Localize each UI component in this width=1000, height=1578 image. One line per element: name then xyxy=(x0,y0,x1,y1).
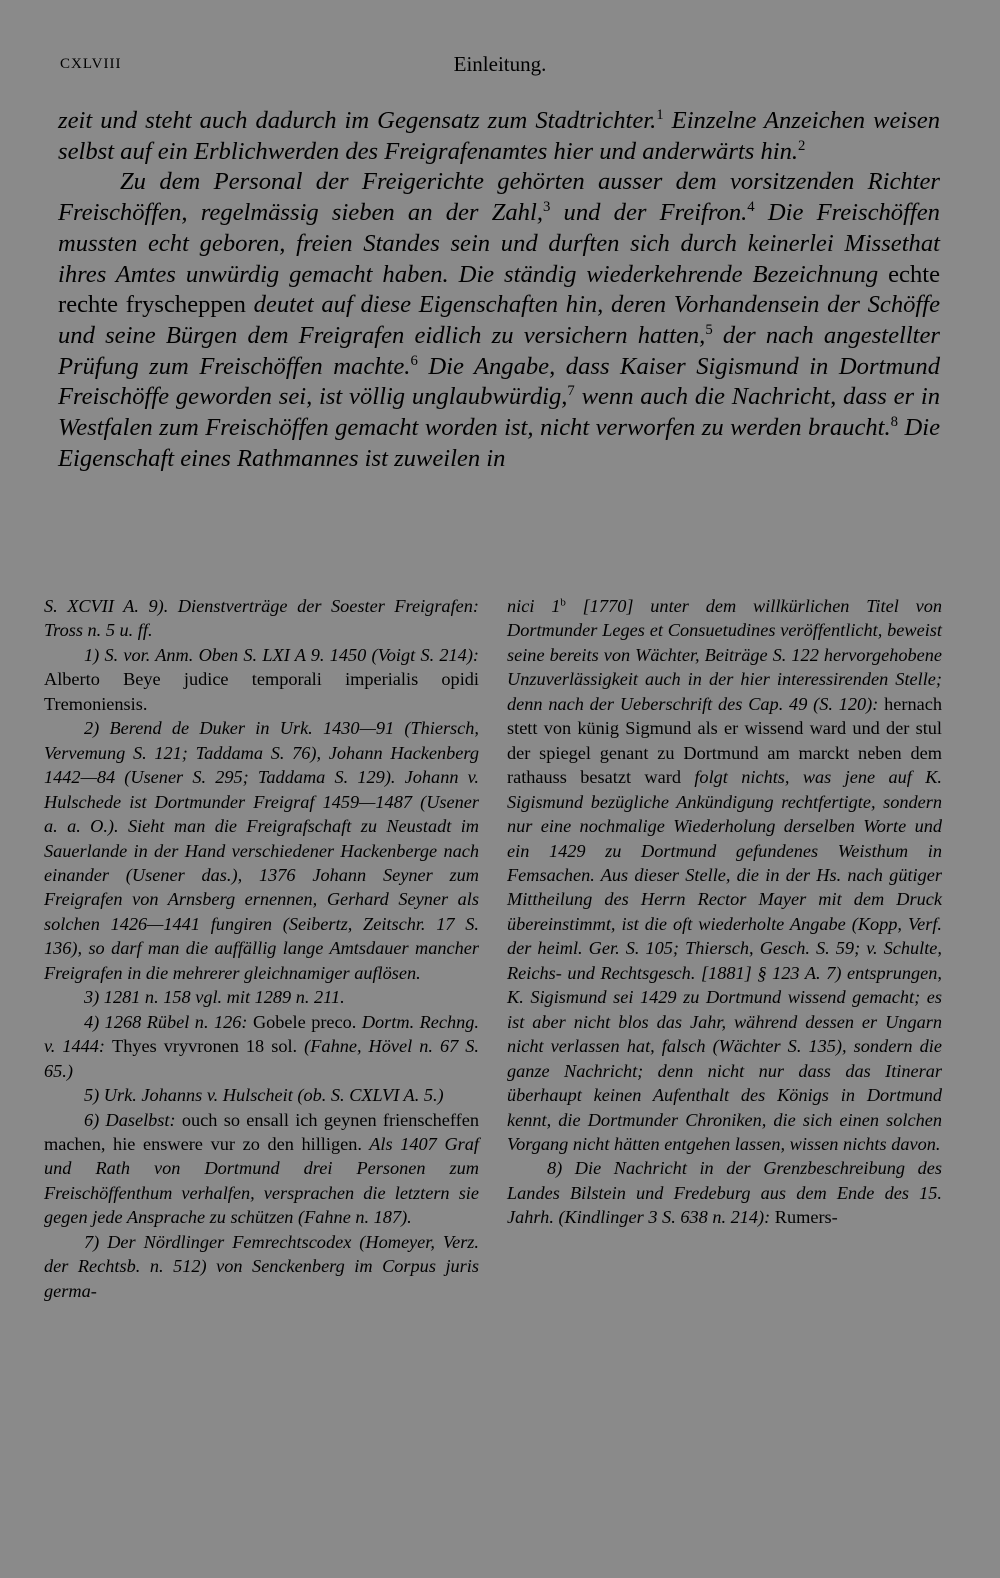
footnote-ref: 4 xyxy=(747,199,755,216)
main-text xyxy=(58,106,940,474)
footnote-ref: 6 xyxy=(410,352,418,369)
footnote: 3) 1281 n. 158 vgl. mit 1289 n. 211. xyxy=(84,987,345,1008)
footnote: 2) Berend de Duker in Urk. 1430—91 (Thiersch, Vervemung S. 121; Taddama S. 76), Johann Hackenberg 1442—84 (Usener S. 295; Taddama S. 129). Johann v. Hulschede ist Dortmunder Freigraf 1459—1487 (Usener a. a. O.). Sieht man die Freigrafschaft zu Neustadt im Sauerlande in der Hand verschiedener Hackenberge nach einander (Usener das.), 1376 Johann Seyner zum Freigrafen von Arnsberg ernennen, Gerhard Seyner als solchen 1426—1441 fungiren (Seibertz, Zeitschr. 17 S. 136), so darf man die auffällig lange Amtsdauer mancher Freigrafen in die mehrerer gleichnamiger auflösen. xyxy=(44,718,479,983)
text-run: nici 1 xyxy=(507,596,561,616)
footnote-ref: 5 xyxy=(705,322,713,339)
footnote xyxy=(44,643,479,716)
text-run: Die Eigenschaft eines Rathmannes ist zuweilen in xyxy=(58,414,940,472)
quotation: Gobele preco. xyxy=(252,1011,357,1032)
footnote-column-left xyxy=(44,594,479,1303)
quotation: Alberto Beye judice temporali imperialis opidi Tremoniensis. xyxy=(44,669,479,714)
running-head xyxy=(60,52,940,82)
footnote xyxy=(507,1156,942,1229)
text-run: wenn auch die Nachricht, dass er in Westfalen zum Freischöffen gemacht worden ist, nicht verworfen zu werden braucht. xyxy=(58,383,940,442)
text-run: deutet auf diese Eigenschaften hin, deren Vorhandensein der Schöffe und seine Bürgen dem Freigrafen eidlich zu versichern hatten, xyxy=(58,291,940,349)
quoted-term: echte rechte fryscheppen xyxy=(58,260,940,319)
footnote-ref: 1 xyxy=(656,107,664,124)
footnote xyxy=(44,1010,479,1083)
text-run: und der Freifron. xyxy=(550,199,748,227)
page-number: CXLVIII xyxy=(60,56,122,72)
footnote: 7) Der Nördlinger Femrechtscodex (Homeyer, Verz. der Rechtsb. n. 512) von Senckenberg im Corpus juris germa- xyxy=(44,1231,479,1301)
text-run: 8) Die Nachricht in der Grenzbeschreibung des Landes Bilstein und Fredeburg aus dem Ende des 15. Jahrh. (Kindlinger 3 S. 638 n. 214): xyxy=(507,1158,942,1228)
text-run: [1770] unter dem willkürlichen Titel von Dortmunder Leges et Consuetudines veröffentlicht, beweist seine bereits von Wächter, Beiträge S. 122 hervorgehobene Unzuverlässigkeit auch in der hier interessirenden Stelle; denn nach der Ueberschrift des Cap. 49 (S. 120): xyxy=(507,596,942,714)
footnote-ref: 2 xyxy=(798,137,806,154)
text-run: Die Freischöffen mussten echt geboren, freien Standes sein und durften sich durch keinerlei Missethat ihres Amtes unwürdig gemacht haben. Die ständig wiederkehrende Bezeichnung xyxy=(58,199,940,288)
paragraph xyxy=(58,106,940,167)
footnote-ref: 7 xyxy=(567,383,575,400)
quotation: hernach stett von künig Sigmund als er wissend ward und der stul der spiegel genant zu Dortmund am marckt neben dem rathauss besatzt ward xyxy=(507,693,942,788)
superscript: b xyxy=(560,596,566,609)
footnote: S. XCVII A. 9). Dienstverträge der Soester Freigrafen: Tross n. 5 u. ff. xyxy=(44,596,479,641)
paragraph xyxy=(58,167,940,474)
footnote: 5) Urk. Johanns v. Hulscheit (ob. S. CXLVI A. 5.) xyxy=(84,1085,444,1106)
text-run: Zu dem Personal der Freigerichte gehörten ausser dem vorsitzenden Richter Freischöffen, regelmässig sieben an der Zahl, xyxy=(58,168,940,227)
text-run: Dortm. Rechng. v. 1444: xyxy=(44,1011,479,1057)
text-run: Die Angabe, dass Kaiser Sigismund in Dortmund Freischöffe geworden sei, ist völlig unglaubwürdig, xyxy=(58,352,940,411)
running-title: Einleitung. xyxy=(453,52,547,76)
footnote-column-right xyxy=(507,594,942,1303)
footnote-ref: 8 xyxy=(890,414,899,431)
text-run: 1) S. vor. Anm. Oben S. LXI A 9. 1450 (Voigt S. 214): xyxy=(84,644,479,665)
text-run: Als 1407 Graf und Rath von Dortmund drei Personen zum Freischöffenthum verhalfen, versprachen die letztern sie gegen jede Ansprache zu schützen (Fahne n. 187). xyxy=(44,1133,479,1228)
quotation: Rumers- xyxy=(774,1207,838,1228)
footnote-ref: 3 xyxy=(542,199,551,216)
footnotes xyxy=(44,594,942,1303)
text-run: (Fahne, Hövel n. 67 S. 65.) xyxy=(44,1036,479,1081)
text-run: folgt nichts, was jene auf K. Sigismund bezügliche Ankündigung rechtfertigte, sondern nur eine nochmalige Wiederholung derselben Worte und ein 1429 zu Dortmund gefundenes Weisthum in Femsachen. Aus dieser Stelle, die in der Hs. nach gütiger Mittheilung des Herrn Rector Mayer mit dem Druck übereinstimmt, ist die oft wiederholte Angabe (Kopp, Verf. der heiml. Ger. S. 105; Thiersch, Gesch. S. 59; v. Schulte, Reichs- und Rechtsgesch. [1881] § 123 A. 7) entsprungen, K. Sigismund sei 1429 zu Dortmund wissend gemacht; es ist aber nicht blos das Jahr, während dessen er Ungarn nicht verlassen hat, falsch (Wächter S. 135), sondern die ganze Nachricht; denn nicht nur dass das Itinerar überhaupt keinen Aufenthalt des Königs in Dortmund kennt, die Dortmunder Chroniken, die sich einen solchen Vorgang nicht hätten entgehen lassen, wissen nichts davon. xyxy=(507,767,942,1154)
footnote xyxy=(44,1108,479,1230)
text-run: Einzelne Anzeichen weisen selbst auf ein Erblichwerden des Freigrafenamtes hier und anderwärts hin. xyxy=(58,107,940,165)
quotation: Thyes vryvronen 18 sol. xyxy=(112,1036,298,1057)
text-run: zeit und steht auch dadurch im Gegensatz zum Stadtrichter. xyxy=(58,107,657,134)
footnote xyxy=(507,594,942,1156)
text-run: 4) 1268 Rübel n. 126: xyxy=(84,1011,253,1032)
quotation: ouch so ensall ich geynen frienscheffen machen, hie enswere vur zo den hilligen. xyxy=(44,1109,479,1154)
text-run: 6) Daselbst: xyxy=(84,1109,182,1130)
text-run: der nach angestellter Prüfung zum Freischöffen machte. xyxy=(58,321,940,380)
